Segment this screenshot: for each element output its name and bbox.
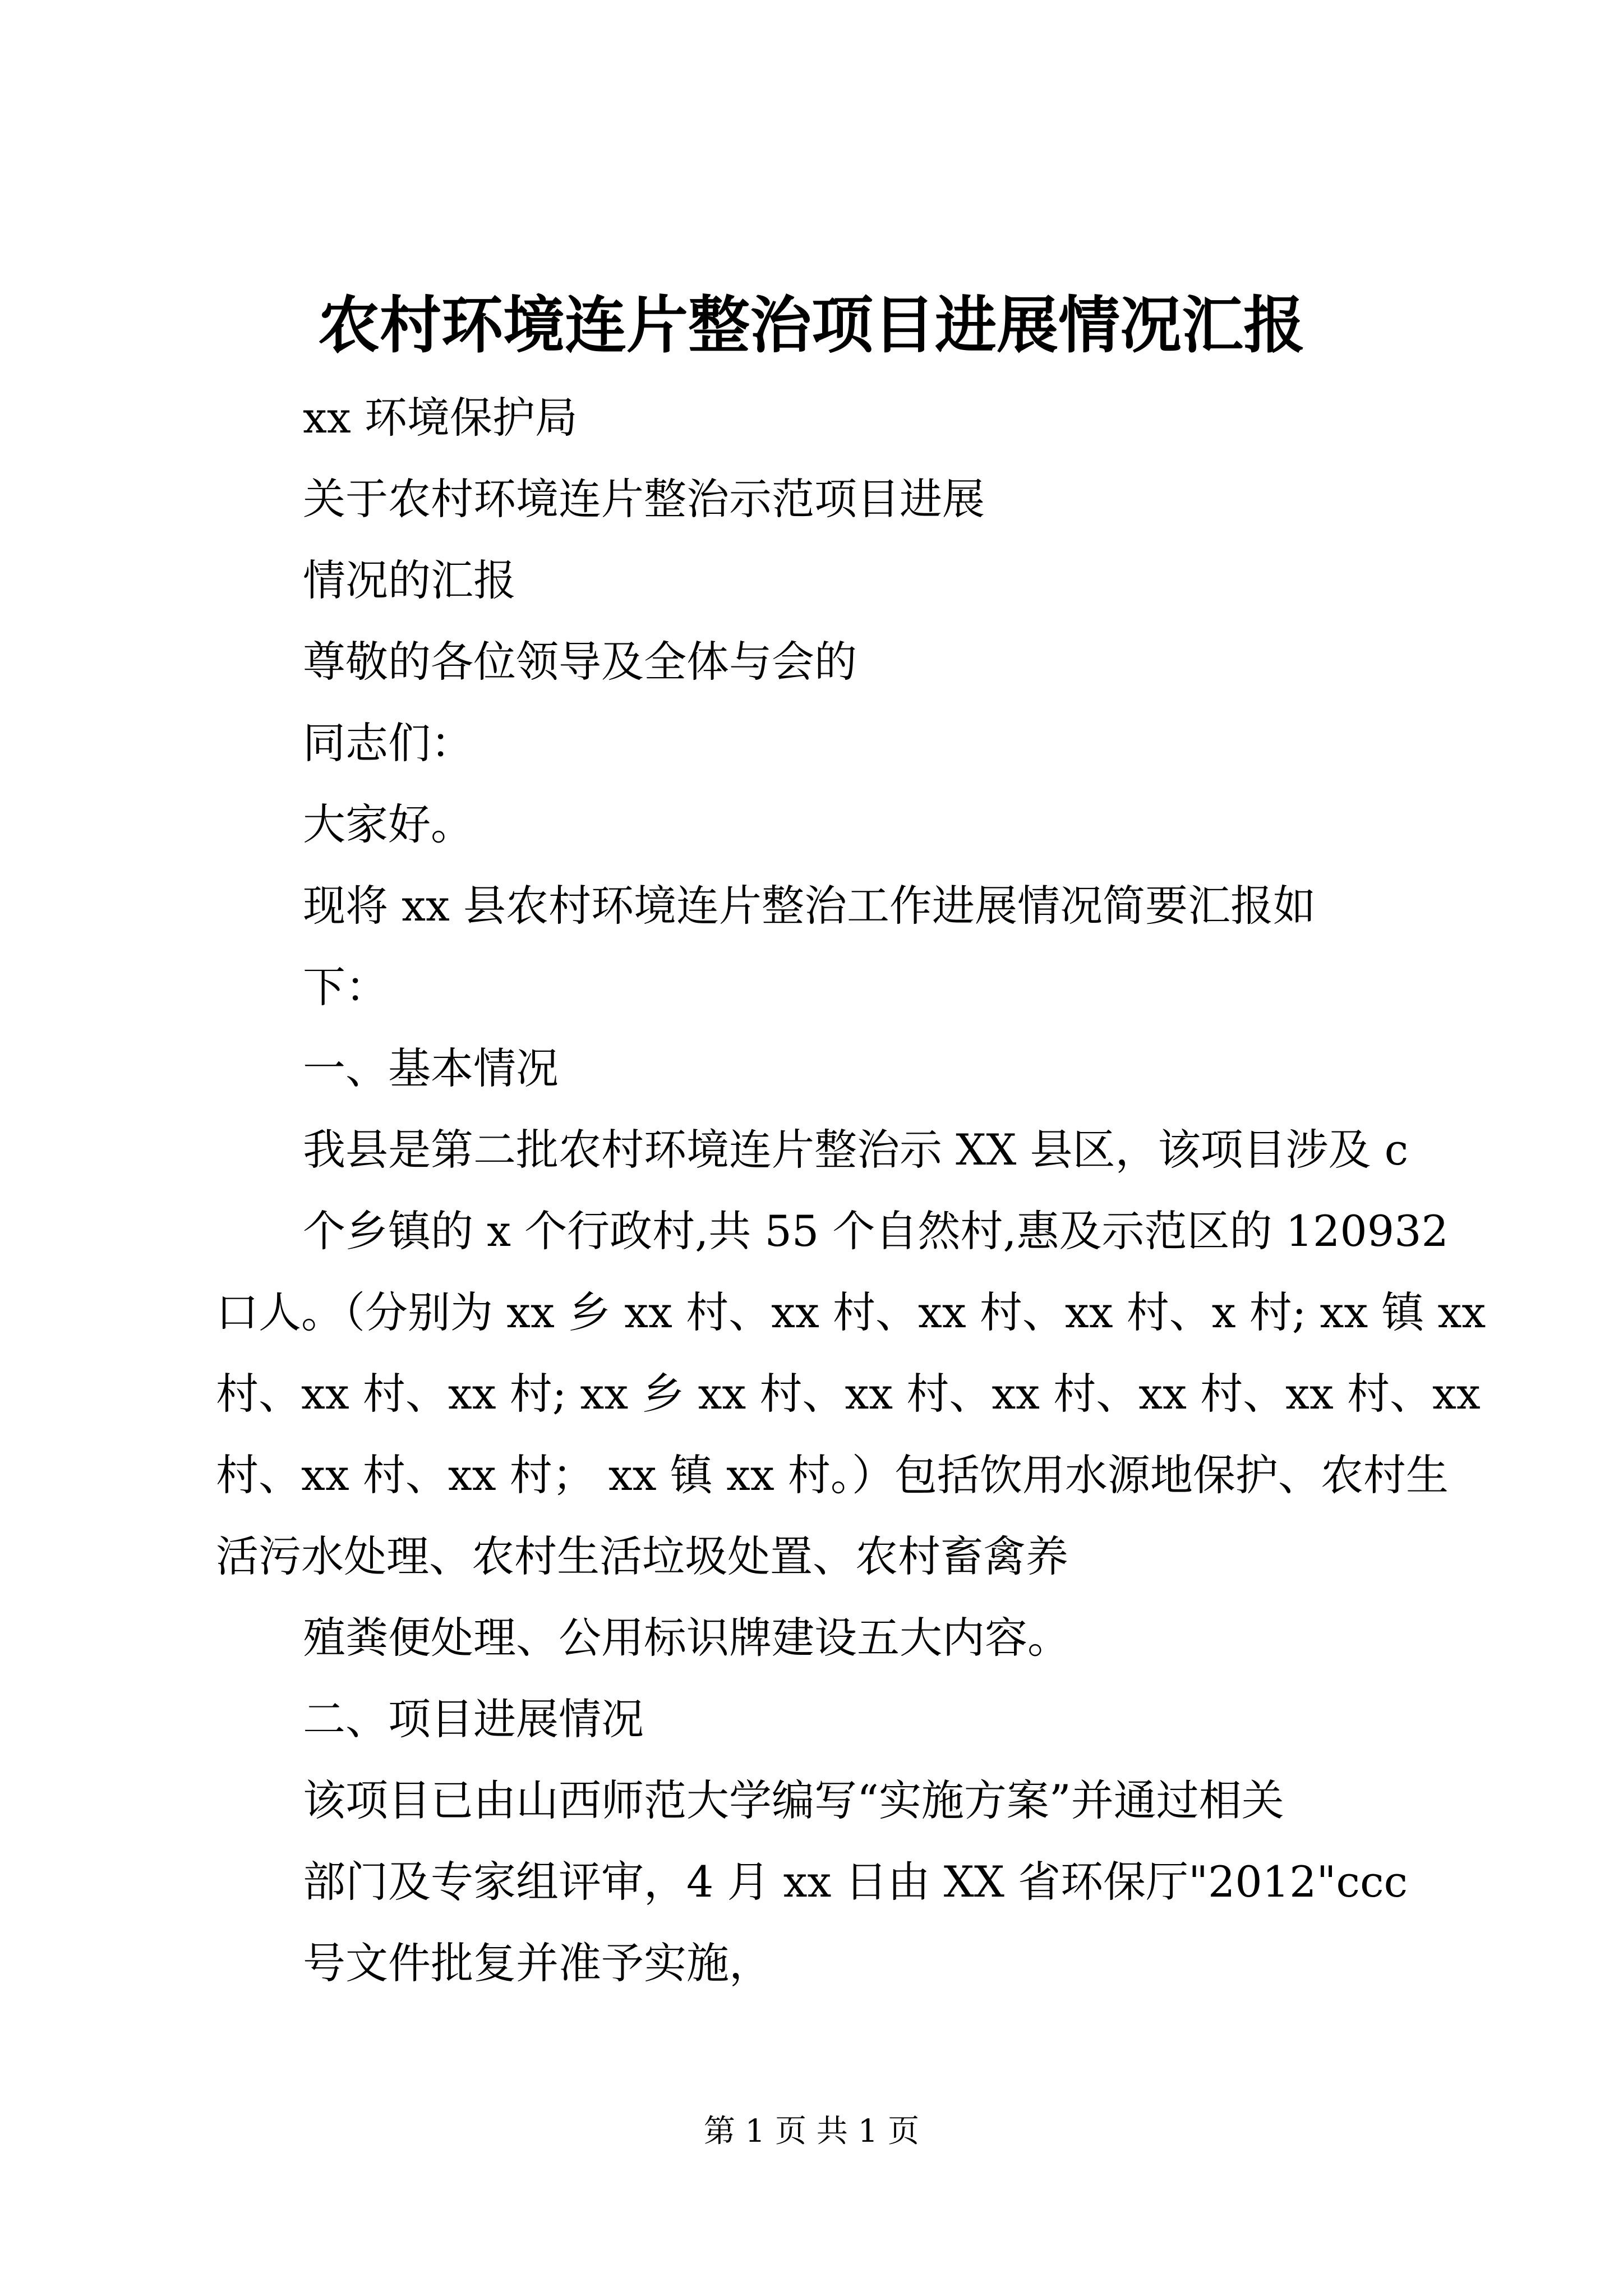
section-heading-2: 二、项目进展情况 <box>303 1694 644 1744</box>
document-title: 农村环境连片整治项目进展情况汇报 <box>318 289 1305 361</box>
paragraph-line: 活污水处理、农村生活垃圾处置、农村畜禽养 <box>216 1531 1068 1581</box>
subtitle-line-2: 情况的汇报 <box>303 555 516 605</box>
paragraph-line: 号文件批复并准予实施， <box>303 1938 772 1988</box>
intro-line-1: 现将 xx 县农村环境连片整治工作进展情况简要汇报如 <box>303 881 1316 931</box>
paragraph-line: 部门及专家组评审，4 月 xx 日由 XX 省环保厅"2012"ccc <box>303 1857 1408 1907</box>
paragraph-line: 殖粪便处理、公用标识牌建设五大内容。 <box>303 1613 1070 1663</box>
paragraph-line: 该项目已由山西师范大学编写“实施方案”并通过相关 <box>303 1775 1284 1825</box>
subtitle-line-1: 关于农村环境连片整治示范项目进展 <box>303 474 985 524</box>
section-heading-1: 一、基本情况 <box>303 1043 559 1093</box>
greeting-line: 大家好。 <box>303 799 473 849</box>
paragraph-line: 个乡镇的 x 个行政村,共 55 个自然村,惠及示范区的 120932 <box>303 1206 1449 1256</box>
paragraph-line: 我县是第二批农村环境连片整治示 XX 县区，该项目涉及 c <box>303 1125 1409 1175</box>
paragraph-line: 村、xx 村、xx 村; xx 乡 xx 村、xx 村、xx 村、xx 村、xx 村、xx <box>216 1369 1481 1419</box>
paragraph-line: 村、xx 村、xx 村； xx 镇 xx 村。）包括饮用水源地保护、农村生 <box>216 1450 1449 1500</box>
salutation-line-2: 同志们： <box>303 718 473 768</box>
intro-line-2: 下： <box>303 962 388 1012</box>
salutation-line-1: 尊敬的各位领导及全体与会的 <box>303 637 857 687</box>
issuer-line: xx 环境保护局 <box>303 393 578 443</box>
page-footer: 第 1 页 共 1 页 <box>703 2113 920 2150</box>
paragraph-line: 口人。（分别为 xx 乡 xx 村、xx 村、xx 村、xx 村、x 村; xx 镇 xx <box>216 1287 1486 1337</box>
